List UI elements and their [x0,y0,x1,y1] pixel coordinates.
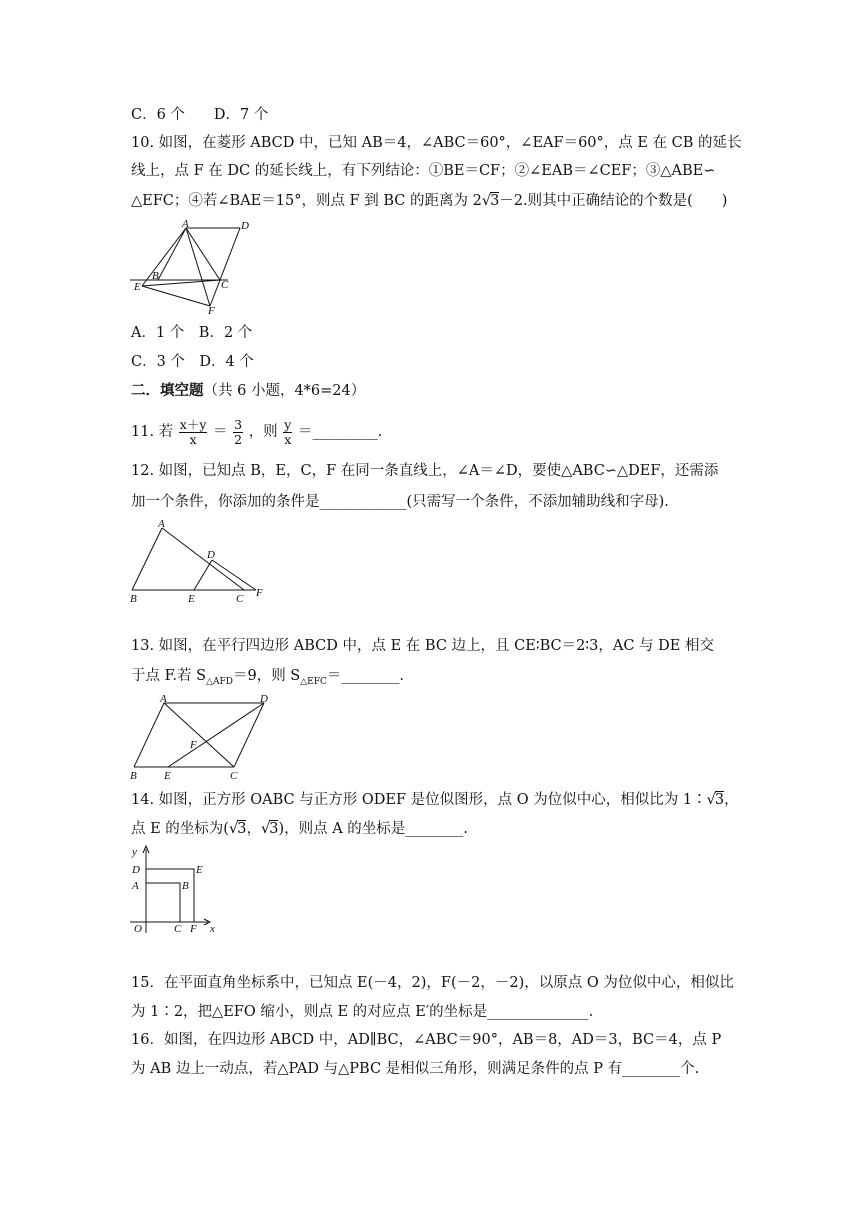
fig-label: F [208,305,215,314]
section-note: （共 6 小题，4*6=24） [203,383,366,399]
fig-label: A [182,218,189,230]
fig-label: B [152,270,159,282]
q13-blank: ＝________. [326,668,404,684]
q11 [131,414,731,450]
q13-text: ＝9，则 S [232,668,301,684]
fig-label: O [134,923,142,935]
q13-text: 于点 F.若 S [131,668,207,684]
sqrt-value: 3 [237,821,247,837]
fig-label: D [241,220,249,232]
fig-label: D [207,549,215,561]
q14-coordinate-figure [128,843,220,935]
denominator: 2 [234,431,243,447]
sqrt-value: 3 [714,792,725,808]
fig-label: F [190,739,197,751]
fig-label: C [236,593,244,604]
q15-line2: 为 1∶2，把△EFO 缩小，则点 E 的对应点 E′的坐标是______________. [131,1004,594,1020]
fig-label: B [130,770,137,781]
q12-triangles-figure [128,518,268,604]
q10-options-ab: A．1 个 B．2 个 [131,325,253,341]
q14-blank: )，则点 A 的坐标是________. [278,821,468,837]
fig-label: D [132,864,140,876]
subscript: △EFC [300,676,327,687]
q10-line3-tail: －2.则其中正确结论的个数是( ) [499,193,728,209]
fig-label: A [132,880,139,892]
fig-label: C [221,279,229,291]
q16-line2: 为 AB 边上一动点，若△PAD 与△PBC 是相似三角形，则满足条件的点 P 有________个. [131,1061,700,1077]
fig-label: F [256,587,263,599]
numerator: y [284,416,292,432]
sqrt-sign: √ [481,193,492,209]
q13-parallelogram-figure [128,693,273,781]
q10-options-cd: C．3 个 D．4 个 [131,354,254,370]
q14-text: 14. 如图，正方形 OABC 与正方形 ODEF 是位似图形，点 O 为位似中心，相似比为 1∶ [131,792,707,808]
denominator: x [189,431,197,447]
q14-line1 [131,786,739,814]
fig-label: E [134,281,141,293]
fig-label: x [210,923,215,935]
numerator: x＋y [179,416,207,432]
fraction [179,418,208,447]
q14-line2 [131,815,731,843]
q16-line1: 16．如图，在四边形 ABCD 中，AD∥BC，∠ABC＝90°，AB＝8，AD＝3，BC＝4，点 P [131,1032,722,1048]
fraction [283,418,292,447]
fig-label: C [230,770,238,781]
q10-sqrt-value: 3 [490,193,500,209]
q14-text: ， [724,792,739,808]
denominator: x [284,431,292,447]
q12-line1: 12. 如图，已知点 B，E，C，F 在同一条直线上，∠A＝∠D，要使△ABC∽△DEF，还需添 [131,463,719,479]
q11-mid: ，则 [248,424,278,440]
fig-label: A [158,518,165,530]
q11-prefix: 11. 若 [131,424,174,440]
fig-label: A [160,693,167,705]
sqrt-sign: √ [706,792,716,808]
fig-label: E [164,770,171,781]
q10-line2: 线上，点 F 在 DC 的延长线上，有下列结论：①BE＝CF；②∠EAB＝∠CEF；③△ABE∽ [131,163,716,179]
q9-options-cd: C．6 个 D．7 个 [131,107,269,123]
sqrt-sign: √ [260,821,271,837]
fig-label: D [260,693,268,705]
subscript: △AFD [206,676,233,687]
sqrt-value: 3 [269,821,279,837]
fig-label: E [196,864,203,876]
q15-line1: 15．在平面直角坐标系中，已知点 E(－4，2)，F(－2，－2)，以原点 O 为位似中心，相似比 [131,975,734,991]
q14-text: ， [246,821,261,837]
section-heading [131,377,731,405]
q10-line3 [131,187,731,215]
fig-label: E [188,593,195,604]
q10-rhombus-figure [128,218,260,314]
fraction [233,418,243,447]
q14-text: 点 E 的坐标为( [131,821,229,837]
numerator: 3 [234,416,243,432]
fig-label: B [182,880,189,892]
q12-line2: 加一个条件，你添加的条件是____________(只需写一个条件，不添加辅助线和字母). [131,494,669,510]
q10-line1: 10. 如图，在菱形 ABCD 中，已知 AB＝4，∠ABC＝60°，∠EAF＝60°，点 E 在 CB 的延长 [131,135,742,151]
fig-label: B [130,593,137,604]
equals: ＝ [213,424,228,440]
fig-label: C [174,923,182,935]
fig-label: y [132,846,137,858]
fig-label: F [190,923,197,935]
sqrt-sign: √ [228,821,239,837]
section-title: 二．填空题 [131,382,204,399]
q13-line1: 13. 如图，在平行四边形 ABCD 中，点 E 在 BC 边上，且 CE∶BC＝2∶3，AC 与 DE 相交 [131,638,714,654]
q11-blank: ＝_________. [297,424,383,440]
q13-line2 [131,662,731,696]
q10-line3-text: △EFC；④若∠BAE＝15°，则点 F 到 BC 的距离为 2 [131,193,482,209]
